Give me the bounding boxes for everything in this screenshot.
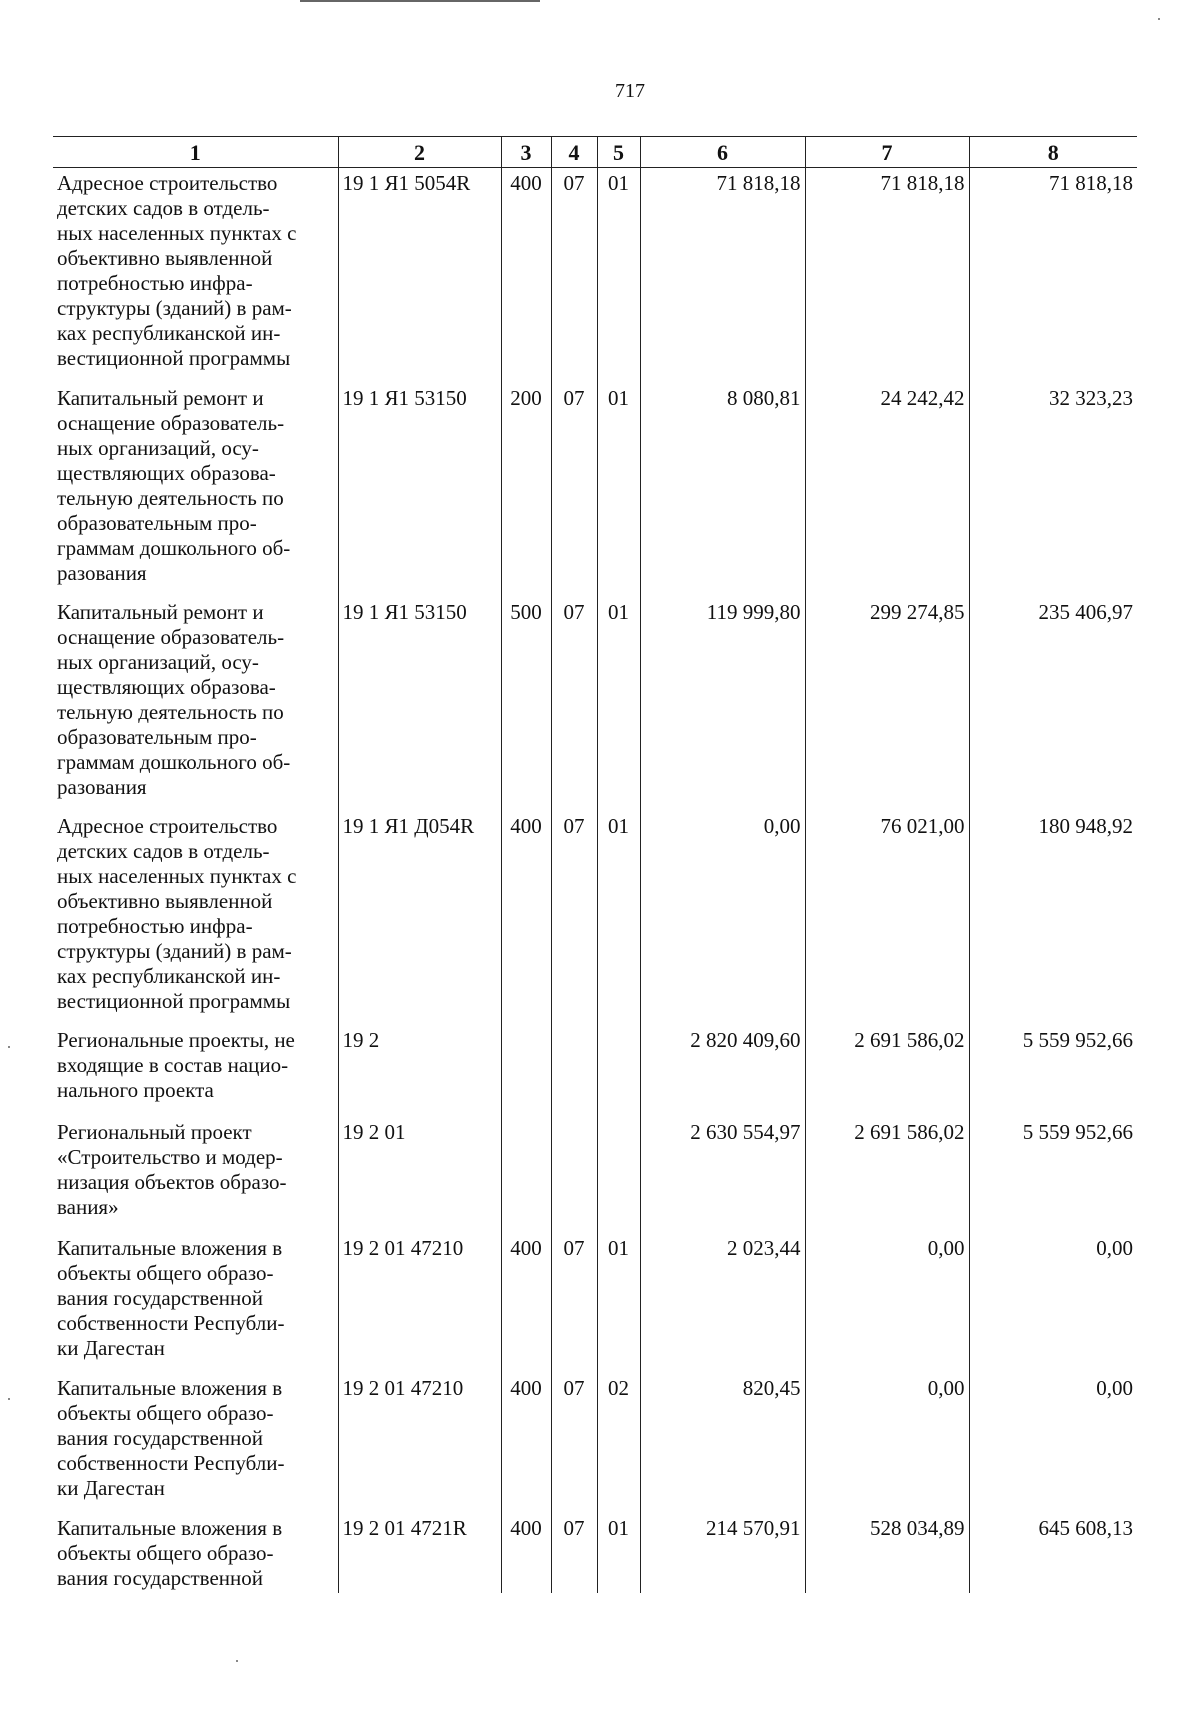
row-name: Капитальный ремонт и оснащение образователь- ных организаций, осу- ществляющих образова- тельную деятельность по образовательным про- граммам дошкольного об- разования xyxy=(57,599,291,799)
row-col7: 0,00 xyxy=(805,1373,969,1513)
column-header: 7 xyxy=(805,137,969,168)
row-col5: 02 xyxy=(597,1373,640,1513)
table-row xyxy=(53,1025,1137,1117)
row-code: 19 2 01 47210 xyxy=(338,1373,501,1513)
row-col8: 71 818,18 xyxy=(969,168,1137,383)
row-col6: 2 820 409,60 xyxy=(640,1025,805,1117)
column-header: 4 xyxy=(551,137,597,168)
row-col6: 0,00 xyxy=(640,811,805,1025)
row-col7: 2 691 586,02 xyxy=(805,1025,969,1117)
column-header: 3 xyxy=(501,137,551,168)
row-col6: 119 999,80 xyxy=(640,597,805,811)
row-col7: 24 242,42 xyxy=(805,383,969,597)
column-header: 8 xyxy=(969,137,1137,168)
row-col3: 500 xyxy=(501,597,551,811)
row-col6: 71 818,18 xyxy=(640,168,805,383)
row-col3: 400 xyxy=(501,1513,551,1593)
table-row xyxy=(53,597,1137,811)
row-col5 xyxy=(597,1117,640,1233)
row-col8: 0,00 xyxy=(969,1233,1137,1373)
row-col8: 235 406,97 xyxy=(969,597,1137,811)
row-col3: 200 xyxy=(501,383,551,597)
row-col4: 07 xyxy=(551,1233,597,1373)
table-row xyxy=(53,811,1137,1025)
row-col7: 2 691 586,02 xyxy=(805,1117,969,1233)
row-col8: 645 608,13 xyxy=(969,1513,1137,1593)
row-col3: 400 xyxy=(501,168,551,383)
row-code: 19 1 Я1 5054R xyxy=(338,168,501,383)
scan-artifact xyxy=(8,1398,10,1400)
row-col7: 76 021,00 xyxy=(805,811,969,1025)
row-col6: 820,45 xyxy=(640,1373,805,1513)
scan-top-rule xyxy=(300,0,540,2)
column-header: 2 xyxy=(338,137,501,168)
row-col8: 32 323,23 xyxy=(969,383,1137,597)
row-col5: 01 xyxy=(597,811,640,1025)
row-code: 19 2 xyxy=(338,1025,501,1117)
row-col8: 5 559 952,66 xyxy=(969,1025,1137,1117)
row-col8: 0,00 xyxy=(969,1373,1137,1513)
row-col8: 5 559 952,66 xyxy=(969,1117,1137,1233)
row-col3 xyxy=(501,1117,551,1233)
row-col6: 2 630 554,97 xyxy=(640,1117,805,1233)
row-col4: 07 xyxy=(551,168,597,383)
row-col4: 07 xyxy=(551,383,597,597)
row-col3: 400 xyxy=(501,1373,551,1513)
column-header: 6 xyxy=(640,137,805,168)
row-col6: 214 570,91 xyxy=(640,1513,805,1593)
row-code: 19 2 01 4721R xyxy=(338,1513,501,1593)
scan-artifact xyxy=(236,1660,238,1662)
table-row xyxy=(53,1513,1137,1593)
scan-artifact xyxy=(8,1046,10,1048)
header-row xyxy=(53,137,1137,168)
row-name: Региональные проекты, не входящие в состав нацио- нального проекта xyxy=(57,1027,295,1102)
row-col5: 01 xyxy=(597,597,640,811)
table-row xyxy=(53,383,1137,597)
row-name: Региональный проект «Строительство и модер- низация объектов образо- вания» xyxy=(57,1119,287,1219)
row-name: Адресное строительство детских садов в отдель- ных населенных пунктах с объективно выявленной потребностью инфра- структуры (зданий) в рам- ках республиканской ин- вестиционной программы xyxy=(57,813,297,1013)
row-col7: 299 274,85 xyxy=(805,597,969,811)
row-code: 19 1 Я1 Д054R xyxy=(338,811,501,1025)
row-col4: 07 xyxy=(551,811,597,1025)
row-col4 xyxy=(551,1117,597,1233)
row-col3 xyxy=(501,1025,551,1117)
row-name: Капитальные вложения в объекты общего образо- вания государственной собственности Республи- ки Дагестан xyxy=(57,1375,285,1500)
row-name: Капитальные вложения в объекты общего образо- вания государственной xyxy=(57,1515,283,1590)
column-header: 5 xyxy=(597,137,640,168)
scan-artifact xyxy=(1158,18,1160,20)
table-row xyxy=(53,1373,1137,1513)
row-col4 xyxy=(551,1025,597,1117)
row-name: Капитальные вложения в объекты общего образо- вания государственной собственности Республи- ки Дагестан xyxy=(57,1235,285,1360)
row-code: 19 2 01 xyxy=(338,1117,501,1233)
row-code: 19 1 Я1 53150 xyxy=(338,383,501,597)
row-col7: 0,00 xyxy=(805,1233,969,1373)
row-col4: 07 xyxy=(551,1513,597,1593)
column-header: 1 xyxy=(53,137,338,168)
row-col3: 400 xyxy=(501,1233,551,1373)
row-col5: 01 xyxy=(597,1513,640,1593)
row-col4: 07 xyxy=(551,1373,597,1513)
row-name: Адресное строительство детских садов в отдель- ных населенных пунктах с объективно выявленной потребностью инфра- структуры (зданий) в рам- ках республиканской ин- вестиционной программы xyxy=(57,171,297,370)
row-col8: 180 948,92 xyxy=(969,811,1137,1025)
row-col5: 01 xyxy=(597,383,640,597)
row-col7: 528 034,89 xyxy=(805,1513,969,1593)
row-col5: 01 xyxy=(597,1233,640,1373)
row-col7: 71 818,18 xyxy=(805,168,969,383)
row-col6: 2 023,44 xyxy=(640,1233,805,1373)
table-row xyxy=(53,1117,1137,1233)
row-col5 xyxy=(597,1025,640,1117)
table-row xyxy=(53,168,1137,383)
budget-table xyxy=(53,136,1137,1593)
table-row xyxy=(53,1233,1137,1373)
page-number: 717 xyxy=(615,80,645,102)
row-col4: 07 xyxy=(551,597,597,811)
row-name: Капитальный ремонт и оснащение образователь- ных организаций, осу- ществляющих образова- тельную деятельность по образовательным про- граммам дошкольного об- разования xyxy=(57,385,291,585)
row-col5: 01 xyxy=(597,168,640,383)
row-code: 19 2 01 47210 xyxy=(338,1233,501,1373)
row-col6: 8 080,81 xyxy=(640,383,805,597)
row-code: 19 1 Я1 53150 xyxy=(338,597,501,811)
row-col3: 400 xyxy=(501,811,551,1025)
